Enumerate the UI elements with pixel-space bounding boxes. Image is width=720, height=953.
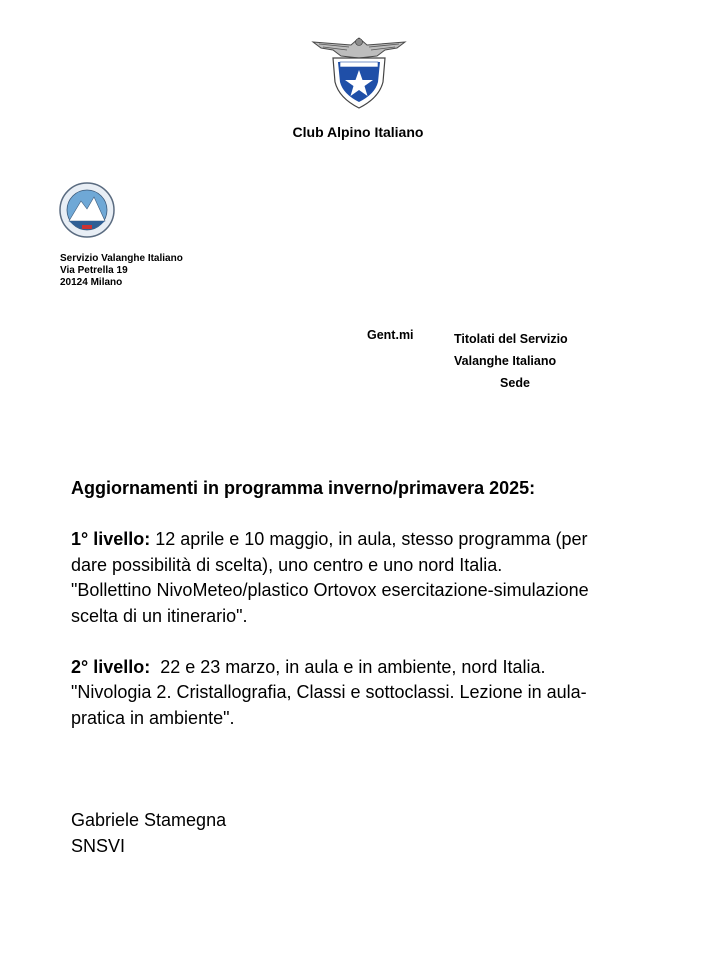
sender-city: 20124 Milano bbox=[60, 277, 123, 288]
level1-line-2: dare possibilità di scelta), uno centro e uno nord Italia. bbox=[71, 554, 503, 575]
level2-line-1: 22 e 23 marzo, in aula e in ambiente, nord Italia. bbox=[150, 656, 546, 677]
recipient-line-2: Valanghe Italiano bbox=[454, 354, 557, 368]
svi-round-badge-icon bbox=[57, 181, 117, 239]
level2-line-2: "Nivologia 2. Cristallografia, Classi e sottoclassi. Lezione in aula- bbox=[71, 682, 587, 702]
cai-eagle-shield-icon bbox=[311, 36, 407, 112]
level2-line-3: pratica in ambiente". bbox=[71, 707, 235, 728]
level1-label: 1° livello: bbox=[71, 529, 151, 549]
level1-line-1: 12 aprile e 10 maggio, in aula, stesso programma (per bbox=[150, 529, 588, 549]
signature-role: SNSVI bbox=[71, 835, 126, 856]
recipient-block bbox=[452, 328, 578, 394]
recipient-line-3: Sede bbox=[500, 376, 530, 390]
signature-block bbox=[71, 808, 226, 859]
letter-body bbox=[71, 476, 691, 731]
signature-name: Gabriele Stamegna bbox=[71, 810, 227, 830]
recipient-salutation: Gent.mi bbox=[367, 328, 414, 342]
level1-line-3: "Bollettino NivoMeteo/plastico Ortovox esercitazione-simulazione bbox=[71, 580, 589, 600]
level1-line-4: scelta di un itinerario". bbox=[71, 605, 248, 626]
sender-address bbox=[60, 253, 183, 289]
organization-name: Club Alpino Italiano bbox=[292, 124, 424, 140]
level2-paragraph bbox=[71, 655, 691, 681]
level2-label: 2° livello: bbox=[71, 656, 151, 677]
recipient-line-1: Titolati del Servizio bbox=[454, 332, 568, 346]
body-heading: Aggiornamenti in programma inverno/primavera 2025: bbox=[71, 478, 536, 498]
sender-street: Via Petrella 19 bbox=[60, 265, 128, 276]
sender-name: Servizio Valanghe Italiano bbox=[60, 253, 183, 264]
level1-paragraph bbox=[71, 527, 691, 553]
